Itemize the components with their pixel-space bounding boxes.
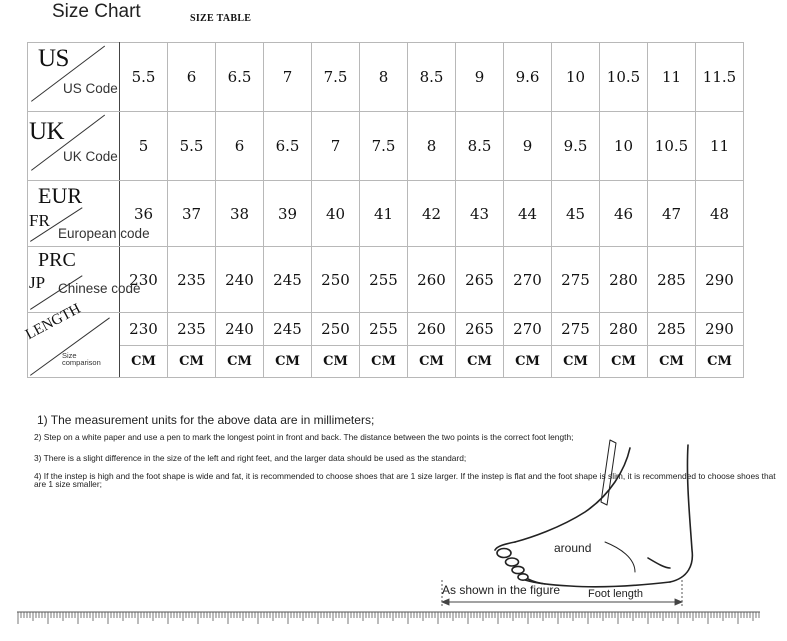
note-1: 1) The measurement units for the above data are in millimeters; [37, 413, 375, 427]
us-cell: 10 [552, 43, 600, 112]
eur-label: EUR [38, 183, 82, 208]
size-table-subtitle: SIZE TABLE [190, 13, 252, 24]
fr-label: FR [29, 211, 50, 230]
us-cell: 8 [360, 43, 408, 112]
length-label: LENGTH [23, 300, 84, 344]
uk-code-label: UK Code [63, 149, 118, 164]
us-cell: 11.5 [696, 43, 744, 112]
us-code-label: US Code [63, 81, 118, 96]
us-cell: 7 [264, 43, 312, 112]
unit-cell: CM [408, 346, 456, 378]
eur-cell: 36 [120, 181, 168, 247]
prc-label: PRC [38, 249, 76, 271]
us-cell: 5.5 [120, 43, 168, 112]
uk-cell: 7 [312, 112, 360, 181]
length-cell: 290 [696, 313, 744, 346]
unit-cell: CM [504, 346, 552, 378]
length-row [28, 313, 744, 346]
uk-cell: 6.5 [264, 112, 312, 181]
uk-cell: 8 [408, 112, 456, 181]
jp-label: JP [29, 273, 46, 292]
prc-cell: 245 [264, 247, 312, 313]
prc-cell: 255 [360, 247, 408, 313]
length-cell: 265 [456, 313, 504, 346]
length-cell: 240 [216, 313, 264, 346]
shown-in-figure-label: As shown in the figure [442, 583, 561, 597]
eur-cell: 47 [648, 181, 696, 247]
us-cell: 7.5 [312, 43, 360, 112]
uk-cell: 8.5 [456, 112, 504, 181]
us-cell: 6.5 [216, 43, 264, 112]
eur-cell: 40 [312, 181, 360, 247]
eur-cell: 46 [600, 181, 648, 247]
uk-label-cell [28, 112, 120, 181]
uk-cell: 5 [120, 112, 168, 181]
unit-cell: CM [600, 346, 648, 378]
us-cell: 9 [456, 43, 504, 112]
unit-cell: CM [360, 346, 408, 378]
foot-measurement-figure [420, 440, 720, 610]
unit-cell: CM [216, 346, 264, 378]
ruler-icon [17, 609, 760, 631]
unit-cell: CM [264, 346, 312, 378]
size-label: Size [62, 351, 77, 360]
uk-cell: 10 [600, 112, 648, 181]
length-cell: 270 [504, 313, 552, 346]
length-cell: 235 [168, 313, 216, 346]
prc-cell: 280 [600, 247, 648, 313]
around-label: around [554, 541, 592, 555]
prc-cell: 270 [504, 247, 552, 313]
us-row [28, 43, 744, 112]
chinese-code-label: Chinese code [58, 281, 141, 296]
prc-cell: 250 [312, 247, 360, 313]
size-chart-title: Size Chart [52, 1, 141, 22]
unit-cell: CM [168, 346, 216, 378]
unit-cell: CM [696, 346, 744, 378]
uk-cell: 9.5 [552, 112, 600, 181]
us-cell: 6 [168, 43, 216, 112]
note-4: 4) If the instep is high and the foot shape is wide and fat, it is recommended to choose shoes that are 1 size larger. If the instep is flat and the foot shape is slim, it is recommended to choose shoes that are 1 size smaller; [34, 471, 776, 489]
us-cell: 9.6 [504, 43, 552, 112]
uk-row [28, 112, 744, 181]
uk-cell: 6 [216, 112, 264, 181]
us-label-cell [28, 43, 120, 112]
eur-cell: 44 [504, 181, 552, 247]
eur-cell: 37 [168, 181, 216, 247]
length-cell: 230 [120, 313, 168, 346]
unit-cell: CM [552, 346, 600, 378]
prc-cell: 275 [552, 247, 600, 313]
uk-cell: 5.5 [168, 112, 216, 181]
eur-row [28, 181, 744, 247]
uk-label: UK [29, 118, 65, 145]
length-cell: 280 [600, 313, 648, 346]
length-cell: 260 [408, 313, 456, 346]
eur-cell: 43 [456, 181, 504, 247]
prc-cell: 265 [456, 247, 504, 313]
uk-cell: 7.5 [360, 112, 408, 181]
length-cell: 245 [264, 313, 312, 346]
comparison-label: comparison [62, 358, 101, 367]
european-code-label: European code [58, 226, 150, 241]
eur-cell: 39 [264, 181, 312, 247]
unit-cell: CM [456, 346, 504, 378]
note-2: 2) Step on a white paper and use a pen to mark the longest point in front and back. The distance between the two points is the correct foot length; [34, 432, 574, 442]
eur-cell: 42 [408, 181, 456, 247]
uk-cell: 11 [696, 112, 744, 181]
prc-cell: 290 [696, 247, 744, 313]
length-cell: 285 [648, 313, 696, 346]
us-cell: 11 [648, 43, 696, 112]
us-label: US [38, 45, 69, 72]
foot-length-label: Foot length [588, 588, 644, 600]
length-cell: 275 [552, 313, 600, 346]
eur-cell: 38 [216, 181, 264, 247]
unit-cell: CM [648, 346, 696, 378]
prc-cell: 260 [408, 247, 456, 313]
prc-cell: 235 [168, 247, 216, 313]
length-cell: 250 [312, 313, 360, 346]
uk-cell: 10.5 [648, 112, 696, 181]
us-cell: 8.5 [408, 43, 456, 112]
prc-cell: 285 [648, 247, 696, 313]
length-label-cell [23, 300, 120, 378]
prc-row [28, 247, 744, 313]
size-table [23, 42, 744, 378]
length-cell: 255 [360, 313, 408, 346]
eur-cell: 41 [360, 181, 408, 247]
unit-cell: CM [120, 346, 168, 378]
prc-cell: 230 [120, 247, 168, 313]
prc-cell: 240 [216, 247, 264, 313]
unit-row [28, 346, 744, 378]
uk-cell: 9 [504, 112, 552, 181]
us-cell: 10.5 [600, 43, 648, 112]
unit-cell: CM [312, 346, 360, 378]
eur-cell: 48 [696, 181, 744, 247]
note-3: 3) There is a slight difference in the size of the left and right feet, and the larger data should be used as the standard; [34, 453, 467, 463]
eur-cell: 45 [552, 181, 600, 247]
